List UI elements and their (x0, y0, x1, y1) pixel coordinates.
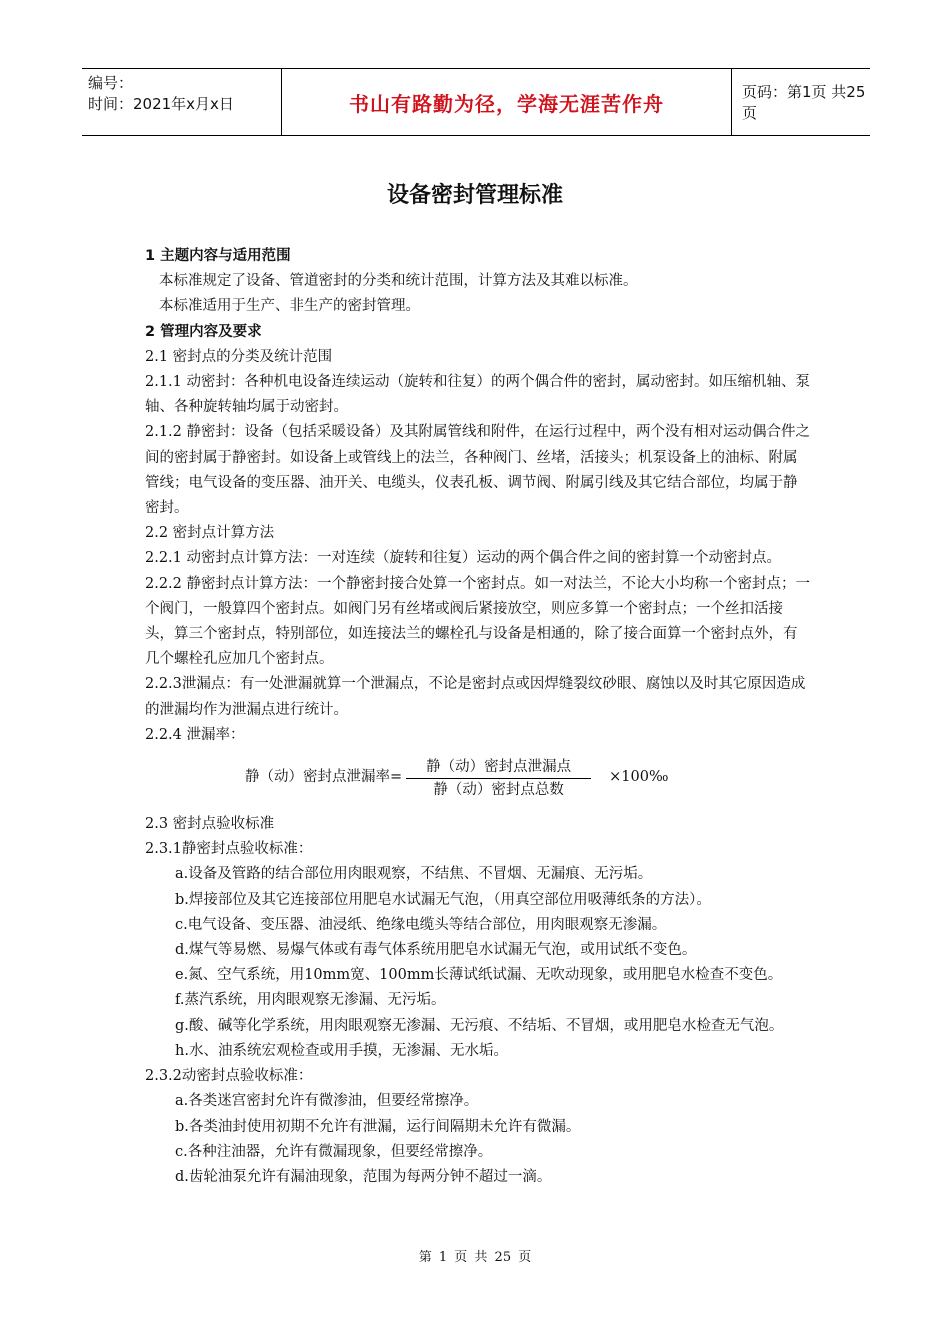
list-item: d.齿轮油泵允许有漏油现象，范围为每两分钟不超过一滴。 (175, 1168, 552, 1185)
subsection-heading: 2.3 密封点验收标准 (145, 816, 275, 833)
paragraph-2-2-3: 2.2.3泄漏点：有一处泄漏就算一个泄漏点，不论是密封点或因焊缝裂纹砂眼、腐蚀以及时其它原因造成的泄漏均作为泄漏点进行统计。 (145, 676, 806, 718)
page-header (82, 68, 870, 136)
subsection-heading: 2.2 密封点计算方法 (145, 525, 275, 542)
subsection-heading: 2.1 密封点的分类及统计范围 (145, 348, 333, 365)
header-page-info: 页码：第1页 共25页 (742, 83, 866, 122)
page-footer: 第 1 页 共 25 页 (418, 1250, 532, 1265)
document-body (145, 244, 810, 1190)
list-item: g.酸、碱等化学系统，用肉眼观察无渗漏、无污痕、不结垢、不冒烟，或用肥皂水检查无气泡。 (175, 1017, 784, 1034)
list-item: b.各类油封使用初期不允许有泄漏，运行间隔期未允许有微漏。 (175, 1118, 581, 1135)
paragraph-2-2-1: 2.2.1 动密封点计算方法：一对连续（旋转和往复）运动的两个偶合件之间的密封算一个动密封点。 (145, 550, 781, 567)
header-meta (82, 69, 282, 135)
document-title: 设备密封管理标准 (386, 183, 563, 208)
list-item: d.煤气等易燃、易爆气体或有毒气体系统用肥皂水试漏无气泡，或用试纸不变色。 (175, 942, 697, 959)
list-item: a.设备及管路的结合部位用肉眼观察，不结焦、不冒烟、无漏痕、无污垢。 (175, 866, 653, 883)
date-label: 时间：2021年x月x日 (88, 95, 234, 113)
list-item: c.电气设备、变压器、油浸纸、绝缘电缆头等结合部位，用肉眼观察无渗漏。 (175, 916, 667, 933)
list-item: c.各种注油器，允许有微漏现象，但要经常擦净。 (175, 1143, 493, 1160)
list-item: e.氮、空气系统，用10mm宽、100mm长薄试纸试漏、无吹动现象，或用肥皂水检查不变色。 (175, 967, 783, 984)
paragraph-2-3-2: 2.3.2动密封点验收标准： (145, 1068, 313, 1085)
paragraph-2-1-2: 2.1.2 静密封：设备（包括采暖设备）及其附属管线和附件，在运行过程中，两个没有相对运动偶合件之间的密封属于静密封。如设备上或管线上的法兰，各种阀门、丝堵，活接头；机泵设备上的油标、附属管线；电气设备的变压器、油开关、电缆头，仪表孔板、调节阀、附属引线及其它结合部位，均属于静密封。 (145, 424, 810, 517)
header-motto: 书山有路勤为径，学海无涯苦作舟 (282, 69, 732, 135)
list-item: h.水、油系统宏观检查或用手摸，无渗漏、无水垢。 (175, 1042, 508, 1059)
number-label: 编号： (88, 74, 134, 92)
formula-numerator: 静（动）密封点泄漏点 (406, 756, 591, 779)
paragraph-2-1-1: 2.1.1 动密封：各种机电设备连续运动（旋转和往复）的两个偶合件的密封，属动密封。如压缩机轴、泵轴、各种旋转轴均属于动密封。 (145, 374, 810, 416)
formula-denominator: 静（动）密封点总数 (433, 781, 564, 798)
paragraph-2-2-4: 2.2.4 泄漏率： (145, 726, 245, 743)
formula-lhs: 静（动）密封点泄漏率= (245, 769, 403, 786)
section-1-paragraph: 本标准规定了设备、管道密封的分类和统计范围，计算方法及其难以标准。 (159, 273, 638, 290)
list-item: b.焊接部位及其它连接部位用肥皂水试漏无气泡，（用真空部位用吸薄纸条的方法）。 (175, 891, 711, 908)
formula-multiplier: ×100‰ (609, 769, 669, 786)
section-2-title: 2 管理内容及要求 (145, 323, 262, 340)
formula-fraction (406, 756, 591, 801)
leak-rate-formula (145, 750, 810, 806)
section-1-title: 1 主题内容与适用范围 (145, 248, 291, 264)
list-item: f.蒸汽系统，用肉眼观察无渗漏、无污垢。 (175, 992, 446, 1009)
section-1-paragraph: 本标准适用于生产、非生产的密封管理。 (159, 298, 420, 315)
paragraph-2-3-1: 2.3.1静密封点验收标准： (145, 841, 313, 858)
list-item: a.各类迷宫密封允许有微渗油，但要经常擦净。 (175, 1093, 479, 1110)
paragraph-2-2-2: 2.2.2 静密封点计算方法：一个静密封接合处算一个密封点。如一对法兰，不论大小均称一个密封点；一个阀门，一般算四个密封点。如阀门另有丝堵或阀后紧接放空，则应多算一个密封点；一个丝扣活接头，算三个密封点，特别部位，如连接法兰的螺栓孔与设备是相通的，除了接合面算一个密封点外，有几个螺栓孔应加几个密封点。 (145, 575, 810, 668)
